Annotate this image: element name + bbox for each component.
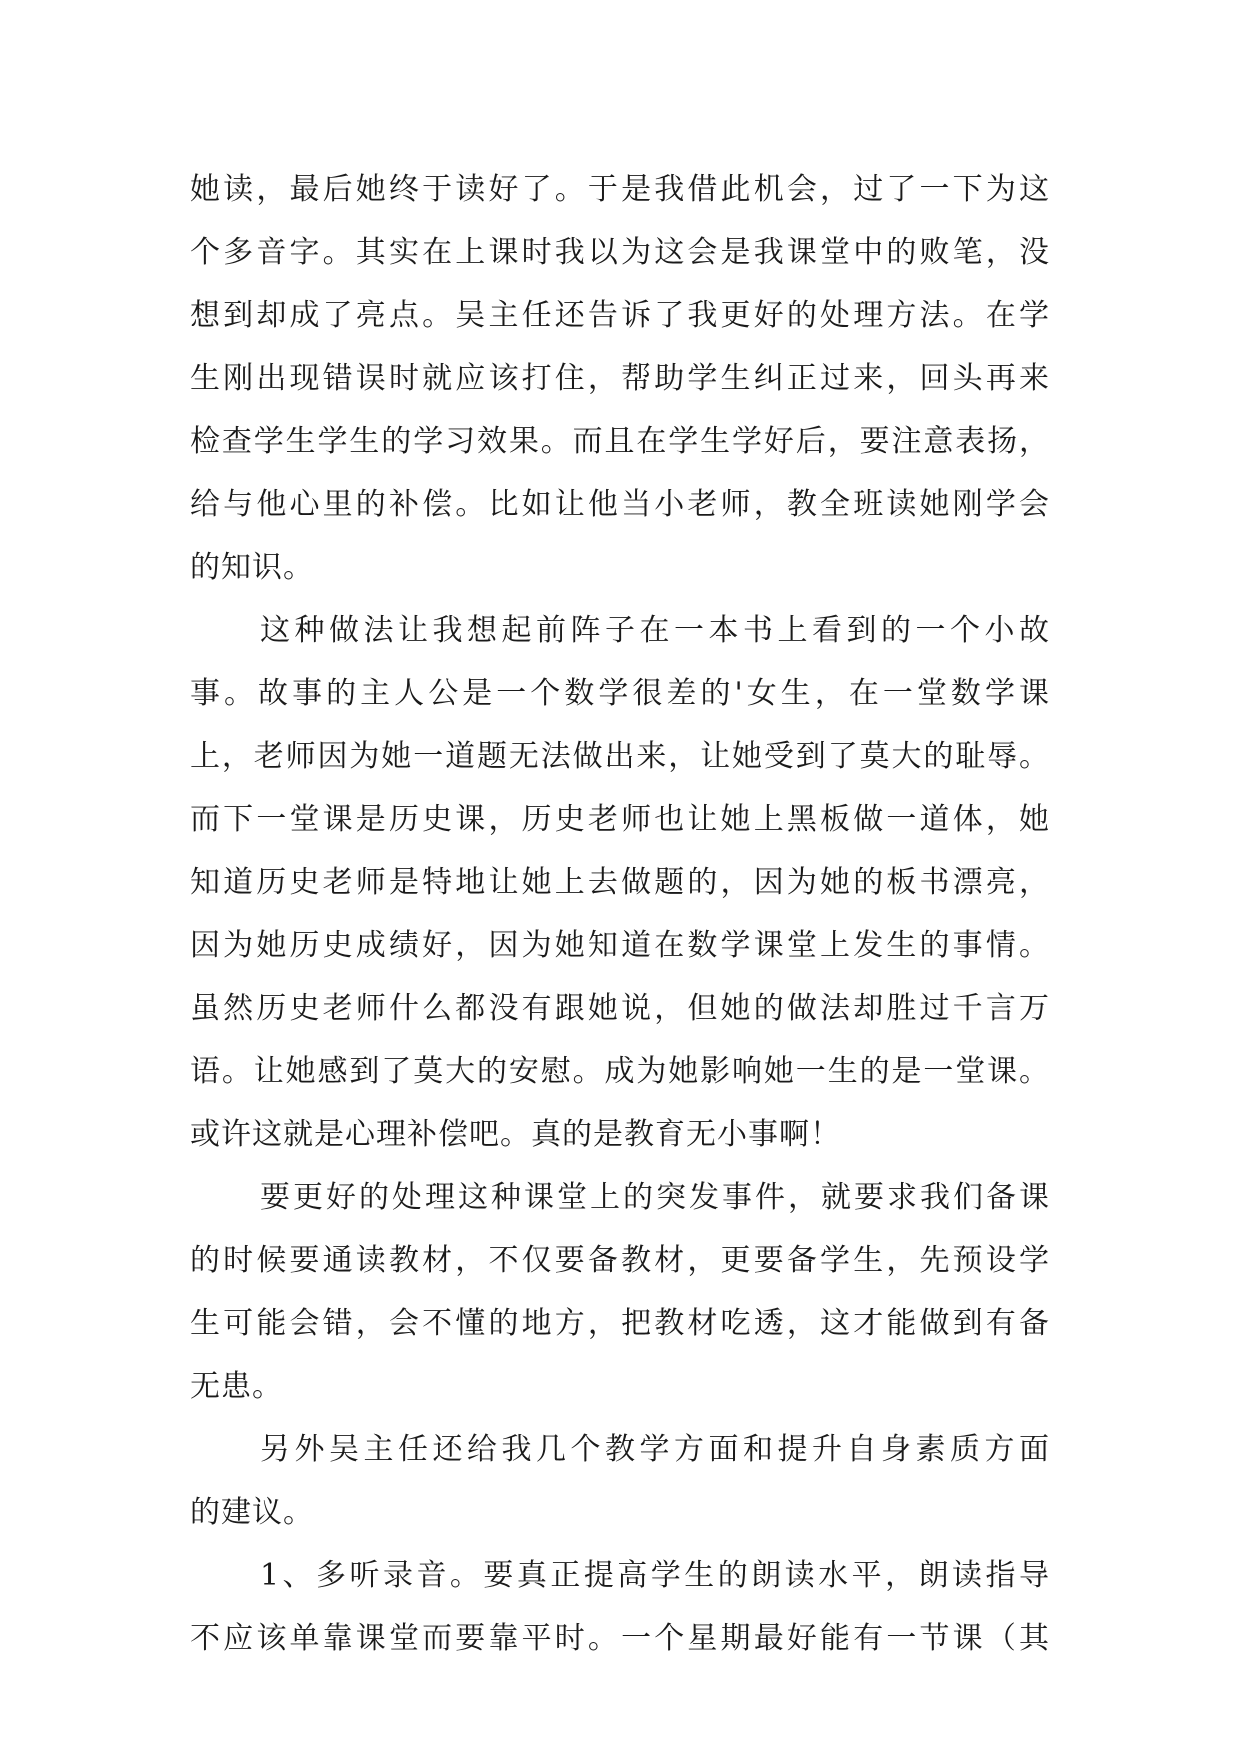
text-line: 事。故事的主人公是一个数学很差的'女生，在一堂数学课 <box>190 676 1050 711</box>
text-line: 想到却成了亮点。吴主任还告诉了我更好的处理方法。在学 <box>190 298 1050 333</box>
text-line: 语。让她感到了莫大的安慰。成为她影响她一生的是一堂课。 <box>190 1054 1050 1089</box>
text-line: 的建议。 <box>190 1495 314 1530</box>
text-line: 无患。 <box>190 1369 283 1404</box>
text-line: 检查学生学生的学习效果。而且在学生学好后，要注意表扬， <box>190 424 1050 459</box>
text-line: 生可能会错，会不懂的地方，把教材吃透，这才能做到有备 <box>190 1306 1050 1341</box>
text-line: 1、多听录音。要真正提高学生的朗读水平，朗读指导 <box>260 1558 1050 1593</box>
text-line: 不应该单靠课堂而要靠平时。一个星期最好能有一节课（其 <box>190 1621 1050 1656</box>
text-line: 个多音字。其实在上课时我以为这会是我课堂中的败笔，没 <box>190 235 1050 270</box>
text-line: 虽然历史老师什么都没有跟她说，但她的做法却胜过千言万 <box>190 991 1050 1026</box>
text-line: 上，老师因为她一道题无法做出来，让她受到了莫大的耻辱。 <box>190 739 1050 774</box>
body-text <box>190 158 1050 1670</box>
text-line: 因为她历史成绩好，因为她知道在数学课堂上发生的事情。 <box>190 928 1050 963</box>
text-line: 这种做法让我想起前阵子在一本书上看到的一个小故 <box>260 613 1050 648</box>
text-line: 另外吴主任还给我几个教学方面和提升自身素质方面 <box>260 1432 1050 1467</box>
text-line: 她读，最后她终于读好了。于是我借此机会，过了一下为这 <box>190 172 1050 207</box>
text-line: 给与他心里的补偿。比如让他当小老师，教全班读她刚学会 <box>190 487 1050 522</box>
text-line: 或许这就是心理补偿吧。真的是教育无小事啊！ <box>190 1117 841 1152</box>
text-line: 生刚出现错误时就应该打住，帮助学生纠正过来，回头再来 <box>190 361 1050 396</box>
text-line: 知道历史老师是特地让她上去做题的，因为她的板书漂亮， <box>190 865 1050 900</box>
text-line: 的知识。 <box>190 550 314 585</box>
text-line: 要更好的处理这种课堂上的突发事件，就要求我们备课 <box>260 1180 1050 1215</box>
text-line: 的时候要通读教材，不仅要备教材，更要备学生，先预设学 <box>190 1243 1050 1278</box>
text-line: 而下一堂课是历史课，历史老师也让她上黑板做一道体，她 <box>190 802 1050 837</box>
